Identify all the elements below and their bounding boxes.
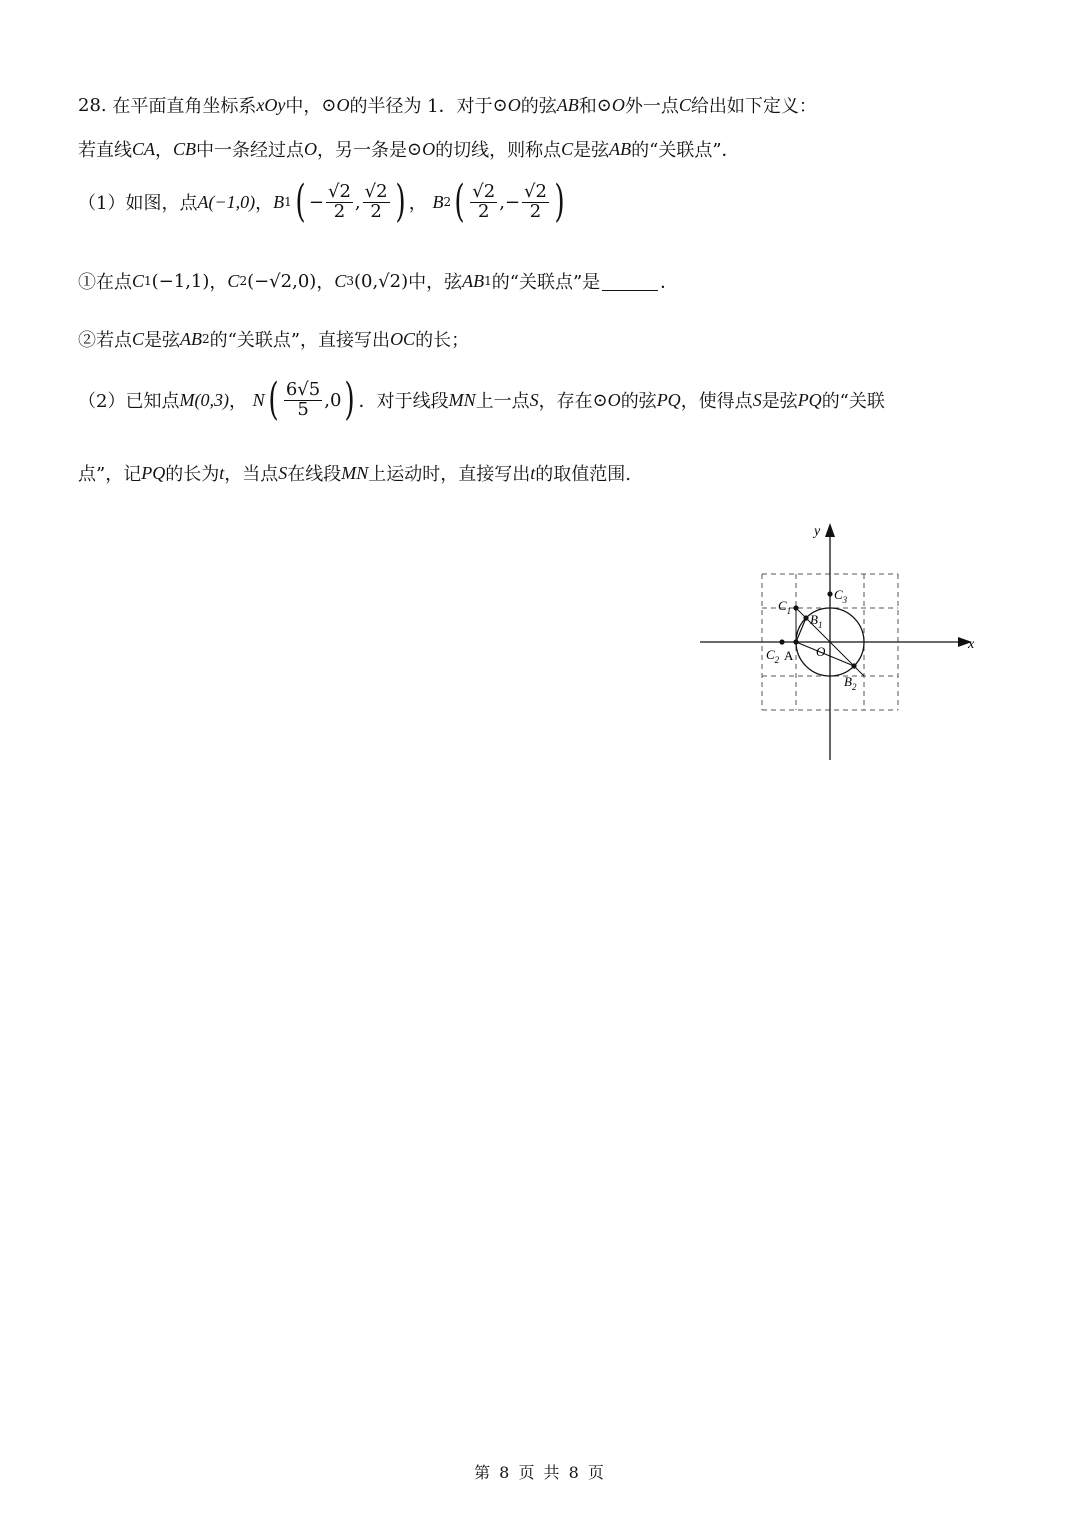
question-2-line: ②若点 C 是弦 AB 2 的“关联点”，直接写出 OC 的长； [78,328,470,351]
page-footer: 第 8 页 共 8 页 [474,1463,606,1482]
y-label: y [814,524,821,539]
O-label: O [816,644,826,659]
part2-line-1: （2）已知点 M(0,3) ， N ( $\frac{6√5}{5}$ ,0 ) ．对于线段 MN 上一点 S ，存在 ⊙O 的弦 PQ ，使得点 S 是弦 PQ 的“关联 [78,374,885,425]
fraction: $\frac{√2}{2}$ [472,180,496,222]
problem-intro-line: 28. 在平面直角坐标系 xOy 中， ⊙O 的半径为 1．对于 ⊙O 的弦 AB 和 ⊙O 外一点 C 给出如下定义： [78,94,817,117]
fraction: $\frac{√2}{2}$ [524,180,547,222]
B1-label: $B_1$ [810,612,823,630]
x-label: x [968,637,975,652]
point-C2 [779,639,784,644]
C2-label: $C_2$ [766,647,780,665]
problem-definition-line: 若直线 CA ， CB 中一条经过点 O ，另一条是 ⊙O 的切线，则称点 C 是弦 AB 的“关联点”． [78,138,740,161]
point-A [793,639,798,644]
point-B2 [851,663,856,668]
problem-number: 28. [78,94,107,116]
B2-label: $B_2$ [844,674,857,692]
question-1-line: ①在点 C 1 (−1,1) ， C 2 (−√2,0) ， C 3 (0,√2) 中，弦 AB 1 的“关联点”是 ． [78,270,679,293]
A-label: A [784,648,794,663]
answer-blank[interactable] [602,272,658,291]
C3-label: $C_3$ [834,587,848,605]
coordinate-figure [690,515,990,770]
C1-label: $C_1$ [778,598,792,616]
y-axis-arrow-icon [825,523,835,537]
part2-line-2: 点”，记 PQ 的长为 t ，当点 S 在线段 MN 上运动时，直接写出 t 的取值范围. [78,462,631,485]
point-C1 [793,605,798,610]
fraction: $\frac{√2}{2}$ [364,180,388,222]
point-B1 [803,615,808,620]
part1-line: （1）如图，点 A(−1,0) ， B 1 ( − $\frac{√2}{2}$ , $\frac{√2}{2}$ ) ， B 2 ( $\frac{√2}{2}$ , − $\frac{√2}{2}$ ) [78,176,565,227]
fraction: $\frac{√2}{2}$ [328,180,351,222]
point-C3 [827,591,832,596]
fraction: $\frac{6√5}{5}$ [285,378,321,420]
